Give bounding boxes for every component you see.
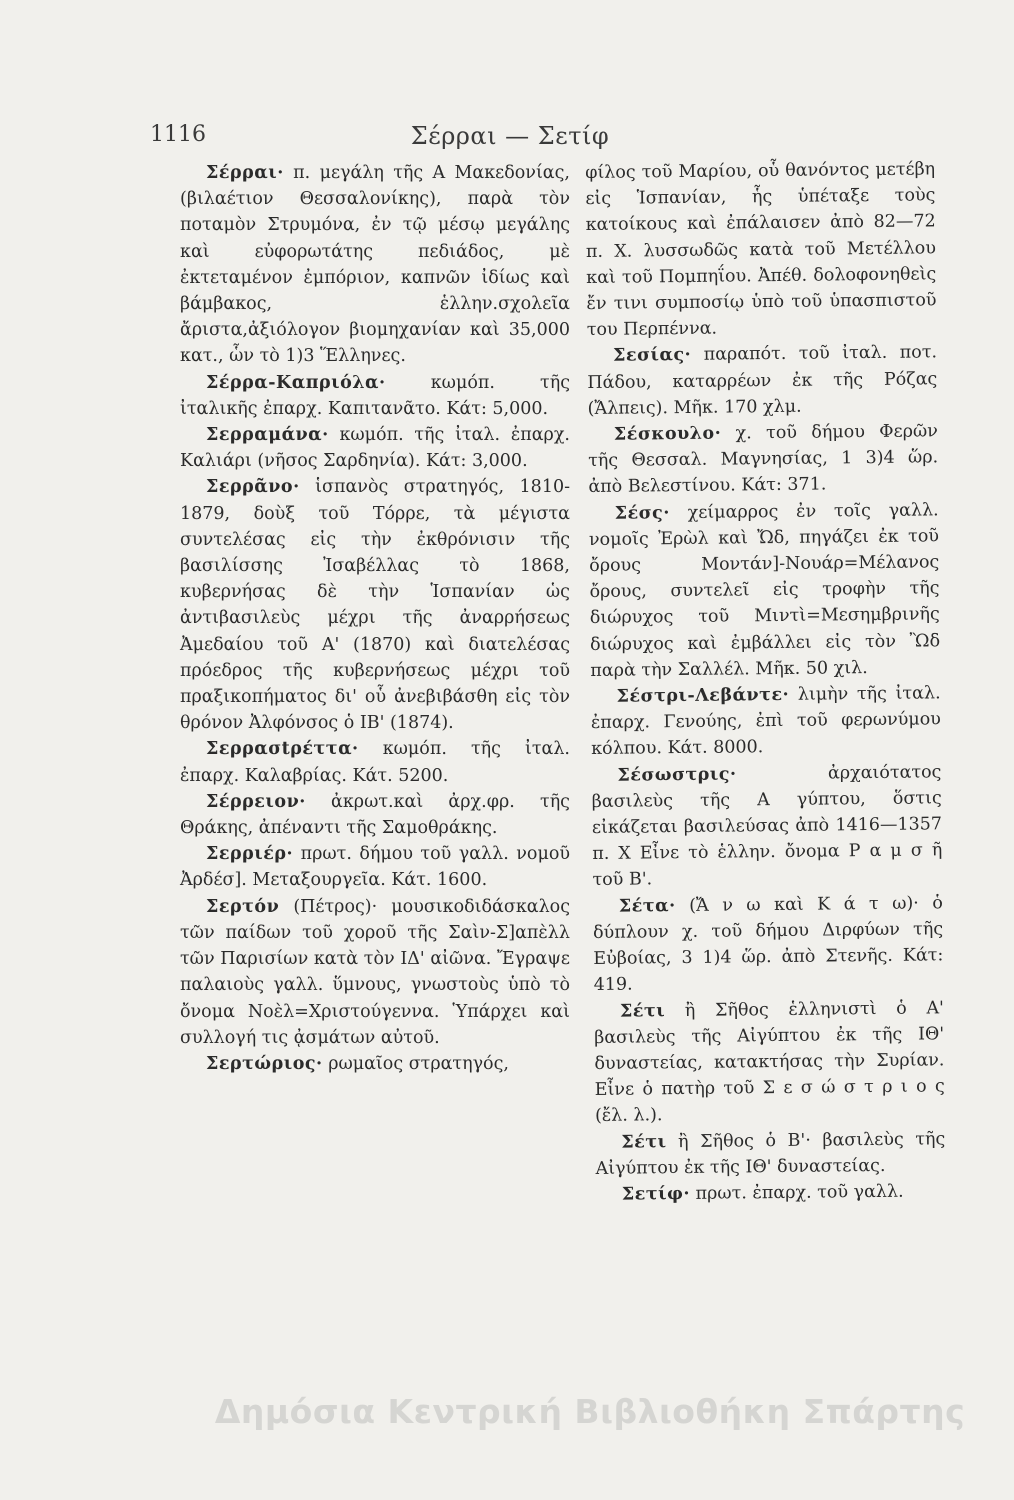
entry [591, 759, 942, 894]
entry [180, 894, 570, 1051]
entry-text: ἱσπανὸς στρατηγός, 1810-1879, δοὺξ τοῦ Τόρρε, τὰ μέγιστα συντελέσας εἰς τὴν ἐκθρόνισιν τῆς βασιλίσσης Ἰσαβέλλας τὸ 1868, κυβερνήσας δὲ τὴν Ἱσπανίαν ὡς ἀντιβασιλεὺς μέχρι τῆς ἀναρρήσεως Ἀμεδαίου τοῦ Α' (1870) καὶ διατελέσας πρόεδρος τῆς κυβερνήσεως μέχρι τοῦ πραξικοπήματος δι' οὗ ἀνεβιβάσθη εἰς τὸν θρόνον Ἀλφόνσος ὁ ΙΒ' (1874). [180, 477, 570, 734]
entry-continuation [585, 156, 937, 343]
entry-headword: Σέτα· [618, 895, 676, 917]
entry-text: κωμόπ. τῆς ἰταλ. ἐπαρχ. Καλαβρίας. Κάτ. 5200. [180, 739, 570, 786]
entry-text: ρωμαῖος στρατηγός, [322, 1053, 509, 1074]
entry-text: (Πέτρος)· μουσικοδιδάσκαλος τῶν παίδων τοῦ χοροῦ τῆς Σαὶν-Σ]απὲλλ τῶν Παρισίων κατὰ τὸν ΙΔ' αἰῶνα. Ἔγραψε παλαιοὺς γαλλ. ὕμνους, γνωστοὺς ὑπὸ τὸ ὄνομα Νοὲλ=Χριστούγεννα. Ὑπάρχει καὶ συλλογή τις ᾀσμάτων αὐτοῦ. [180, 896, 570, 1048]
entry-headword: Σερριέρ· [206, 844, 294, 865]
entry [180, 474, 570, 736]
library-watermark: Δημόσια Κεντρική Βιβλιοθήκη Σπάρτης [214, 1392, 966, 1431]
entry-text: πρωτ. δήμου τοῦ γαλλ. νομοῦ Ἀρδέσ]. Μεταξουργεῖα. Κάτ. 1600. [180, 844, 570, 891]
entry [180, 1051, 570, 1077]
entry-text: ἀρχαιότατος βασιλεὺς τῆς Α γύπτου, ὅστις εἰκάζεται βασιλεύσας ἀπὸ 1416—1357 π. Χ Εἶνε τὸ ἑλλην. ὄνομα Ρ α μ σ ῆ τοῦ Β'. [591, 761, 943, 891]
entry-text: κωμόπ. τῆς ἰταλικῆς ἐπαρχ. Καπιτανᾶτο. Κάτ: 5,000. [180, 372, 570, 419]
entry-text: π. μεγάλη τῆς Α Μακεδονίας, (βιλαέτιον Θεσσαλονίκης), παρὰ τὸν ποταμὸν Στρυμόνα, ἐν τῷ μέσῳ μεγάλης καὶ εὐφορωτάτης πεδιάδος, μὲ ἐκτεταμένον ἐμπόριον, καπνῶν ἰδίως καὶ βάμβακος, ἑλλην.σχολεῖα ἄριστα,ἀξιόλογον βιομηχανίαν καὶ 35,000 κατ., ὧν τὸ 1)3 Ἕλληνες. [180, 163, 570, 367]
entry-headword: Σέσκουλο· [613, 423, 722, 445]
entry-headword: Σέσωστρις· [617, 764, 737, 786]
entry-headword: Σερρασtρέττα· [206, 739, 359, 760]
entry-text: λιμὴν τῆς ἰταλ. ἐπαρχ. Γενούης, ἐπὶ τοῦ φερωνύμου κόλπου. Κάτ. 8000. [590, 683, 941, 760]
entry-headword: Σέρρα-Καπριόλα· [206, 372, 386, 393]
entry [180, 789, 570, 841]
entry-headword: Σέτι [621, 1131, 667, 1153]
left-column [180, 160, 570, 1077]
entry-headword: Σερραμάνα· [206, 425, 329, 446]
entry [593, 890, 944, 998]
entry-text: (Ἄ ν ω καὶ Κ ά τ ω)· ὁ δύπλουν χ. τοῦ δήμου Διρφύων τῆς Εὐβοίας, 3 1)4 ὥρ. ἀπὸ Στενῆς. Κάτ: 419. [592, 892, 944, 996]
entry-text: ἢ Σῆθος ὁ Β'· βασιλεὺς τῆς Αἰγύπτου ἐκ τῆς ΙΘ' δυναστείας. [595, 1128, 946, 1179]
entry-headword: Σερτώριος· [206, 1053, 323, 1074]
entry-headword: Σέτι [619, 1000, 666, 1022]
entry [588, 418, 939, 500]
entry-headword: Σερρᾶνο· [206, 477, 300, 498]
entry-text: χ. τοῦ δήμου Φερῶν τῆς Θεσσαλ. Μαγνησίας, 1 3)4 ὥρ. ἀπὸ Βελεστίνου. Κάτ: 371. [588, 421, 939, 498]
entry-text: πρωτ. ἐπαρχ. τοῦ γαλλ. [689, 1181, 904, 1204]
running-head: Σέρραι — Σετίφ [410, 122, 610, 150]
entry [595, 1126, 946, 1182]
entry [594, 995, 945, 1130]
entry-text: παραπότ. τοῦ ἰταλ. ποτ. Πάδου, καταρρέων ἐκ τῆς Ρόζας (Ἄλπεις). Μῆκ. 170 χλμ. [587, 342, 938, 419]
right-column [585, 156, 946, 1208]
entry-headword: Σεσίας· [612, 345, 692, 367]
entry [596, 1178, 946, 1208]
entry [180, 160, 570, 370]
entry-headword: Σερτόν [206, 896, 280, 917]
entry-headword: Σέρραι· [206, 163, 284, 183]
entry-text: φίλος τοῦ Μαρίου, οὗ θανόντος μετέβη εἰς Ἱσπανίαν, ἧς ὑπέταξε τοὺς κατοίκους καὶ ἐπάλαισεν ἀπὸ 82—72 π. Χ. λυσσωδῶς κατὰ τοῦ Μετέλλου καὶ τοῦ Πομπηΐου. Ἀπέθ. δολοφονηθεὶς ἔν τινι συμποσίῳ ὑπὸ τοῦ ὑπασπιστοῦ του Περπέννα. [585, 159, 937, 341]
entry [587, 340, 938, 422]
entry [180, 370, 570, 422]
entry-headword: Σετίφ· [621, 1183, 691, 1205]
entry-text: ἀκρωτ.καὶ ἀρχ.φρ. τῆς Θράκης, ἀπέναντι τῆς Σαμοθράκης. [180, 791, 570, 839]
entry-headword: Σέστρι-Λεβάντε· [616, 684, 790, 707]
entry-headword: Σέρρειον· [206, 791, 306, 812]
entry [589, 497, 941, 684]
entry [180, 841, 570, 893]
entry-text: κωμόπ. τῆς ἰταλ. ἐπαρχ. Καλιάρι (νῆσος Σαρδηνία). Κάτ: 3,000. [180, 425, 570, 472]
entry-headword: Σέσς· [614, 502, 670, 524]
entry-text: χείμαρρος ἐν τοῖς γαλλ. νομοῖς Ἐρὼλ καὶ Ὤδ, πηγάζει ἐκ τοῦ ὄρους Μοντάν]-Νουάρ=Μέλανος ὄρους, συντελεῖ εἰς τροφὴν τῆς διώρυχος τοῦ Μιντὶ=Μεσημβρινῆς διώρυχος καὶ ἐμβάλλει εἰς τὸν Ὢδ παρὰ τὴν Σαλλέλ. Μῆκ. 50 χιλ. [588, 499, 941, 681]
entry [590, 680, 941, 762]
page-header [150, 122, 870, 152]
entry [180, 422, 570, 474]
entry [180, 736, 570, 788]
page-number: 1116 [150, 122, 206, 147]
entry-text: ἢ Σῆθος ἑλληνιστὶ ὁ Α' βασιλεὺς τῆς Αἰγύπτου ἐκ τῆς ΙΘ' δυναστείας, κατακτήσας τὴν Συρίαν. Εἶνε ὁ πατὴρ τοῦ Σ ε σ ώ σ τ ρ ι ο ς (ἔλ. λ.). [594, 997, 945, 1127]
